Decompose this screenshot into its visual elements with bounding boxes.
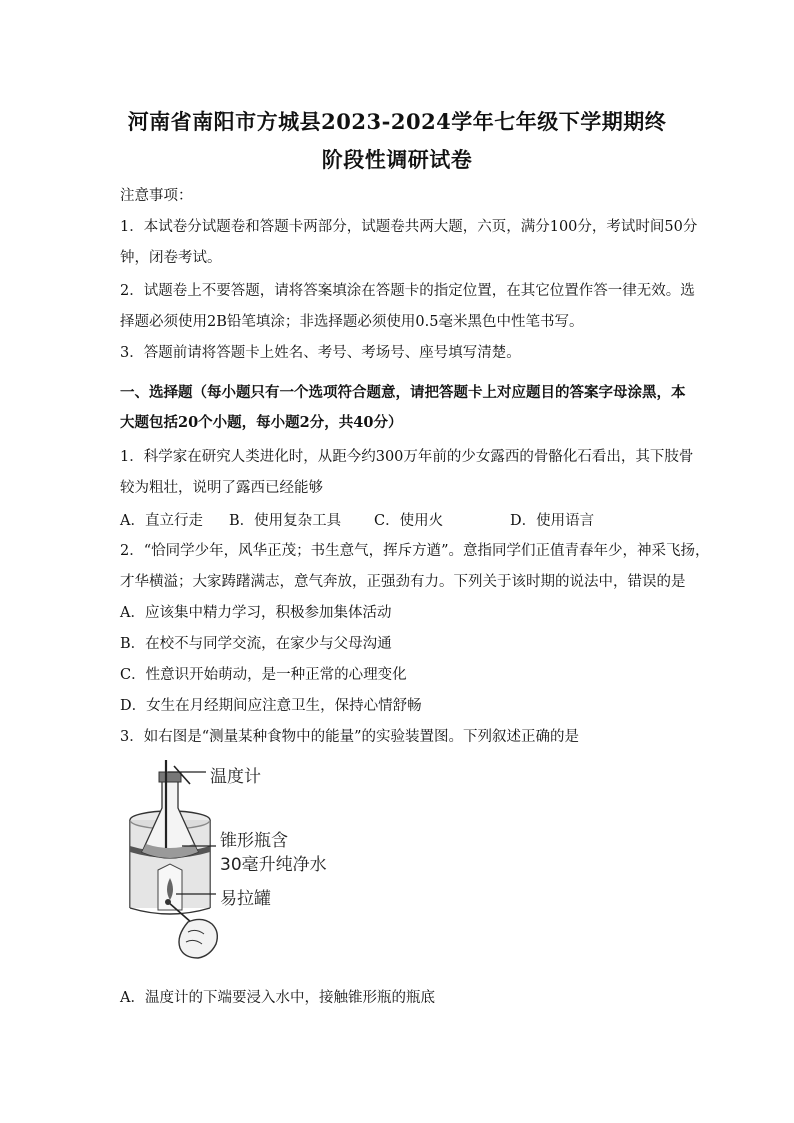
question-2-option-b: B．在校不与同学交流，在家少与父母沟通 — [120, 636, 392, 652]
question-1-option-c: C．使用火 — [374, 513, 444, 529]
notice-item-2-cont: 择题必须使用2B铅笔填涂；非选择题必须使用0.5毫米黑色中性笔书写。 — [120, 314, 584, 330]
question-1-option-a: A．直立行走 — [120, 513, 203, 529]
label-flask-water: 30毫升纯净水 — [220, 855, 327, 875]
section-heading: 一、选择题（每小题只有一个选项符合题意，请把答题卡上对应题目的答案字母涂黑，本 — [120, 384, 686, 401]
question-3-stem: 3．如右图是“测量某种食物中的能量”的实验装置图。下列叙述正确的是 — [120, 729, 580, 745]
question-1-option-b: B．使用复杂工具 — [229, 513, 342, 529]
notice-item-3: 3．答题前请将答题卡上姓名、考号、考场号、座号填写清楚。 — [120, 345, 521, 361]
question-2-option-a: A．应该集中精力学习，积极参加集体活动 — [120, 605, 392, 621]
question-2-stem: 2．“恰同学少年，风华正茂；书生意气，挥斥方遒”。意指同学们正值青春年少，神采飞扬， — [120, 543, 710, 559]
notice-item-1: 1．本试卷分试题卷和答题卡两部分，试题卷共两大题，六页，满分100分，考试时间50分 — [120, 219, 698, 235]
question-1-stem-cont: 较为粗壮，说明了露西已经能够 — [120, 480, 323, 496]
food-energy-apparatus-figure — [118, 760, 338, 975]
question-3-option-a: A．温度计的下端要浸入水中，接触锥形瓶的瓶底 — [120, 990, 435, 1006]
label-thermometer: 温度计 — [210, 767, 261, 787]
question-1-stem: 1．科学家在研究人类进化时，从距今约300万年前的少女露西的骨骼化石看出，其下肢骨 — [120, 449, 694, 465]
label-flask: 锥形瓶含 — [220, 831, 288, 851]
exam-title-line1: 河南省南阳市方城县2023-2024学年七年级下学期期终 — [127, 109, 667, 134]
notice-item-2: 2．试题卷上不要答题，请将答案填涂在答题卡的指定位置，在其它位置作答一律无效。选 — [120, 283, 695, 299]
section-heading-cont: 大题包括20个小题，每小题2分，共40分） — [120, 414, 403, 431]
question-2-stem-cont: 才华横溢；大家踌躇满志，意气奔放，正强劲有力。下列关于该时期的说法中，错误的是 — [120, 574, 686, 590]
exam-title-line2: 阶段性调研试卷 — [321, 147, 473, 172]
question-2-option-d: D．女生在月经期间应注意卫生，保持心情舒畅 — [120, 698, 422, 714]
notice-heading: 注意事项： — [120, 188, 193, 204]
question-2-option-c: C．性意识开始萌动，是一种正常的心理变化 — [120, 667, 407, 683]
label-can: 易拉罐 — [220, 889, 271, 909]
notice-item-1-cont: 钟，闭卷考试。 — [120, 250, 222, 266]
question-1-option-d: D．使用语言 — [510, 513, 595, 529]
